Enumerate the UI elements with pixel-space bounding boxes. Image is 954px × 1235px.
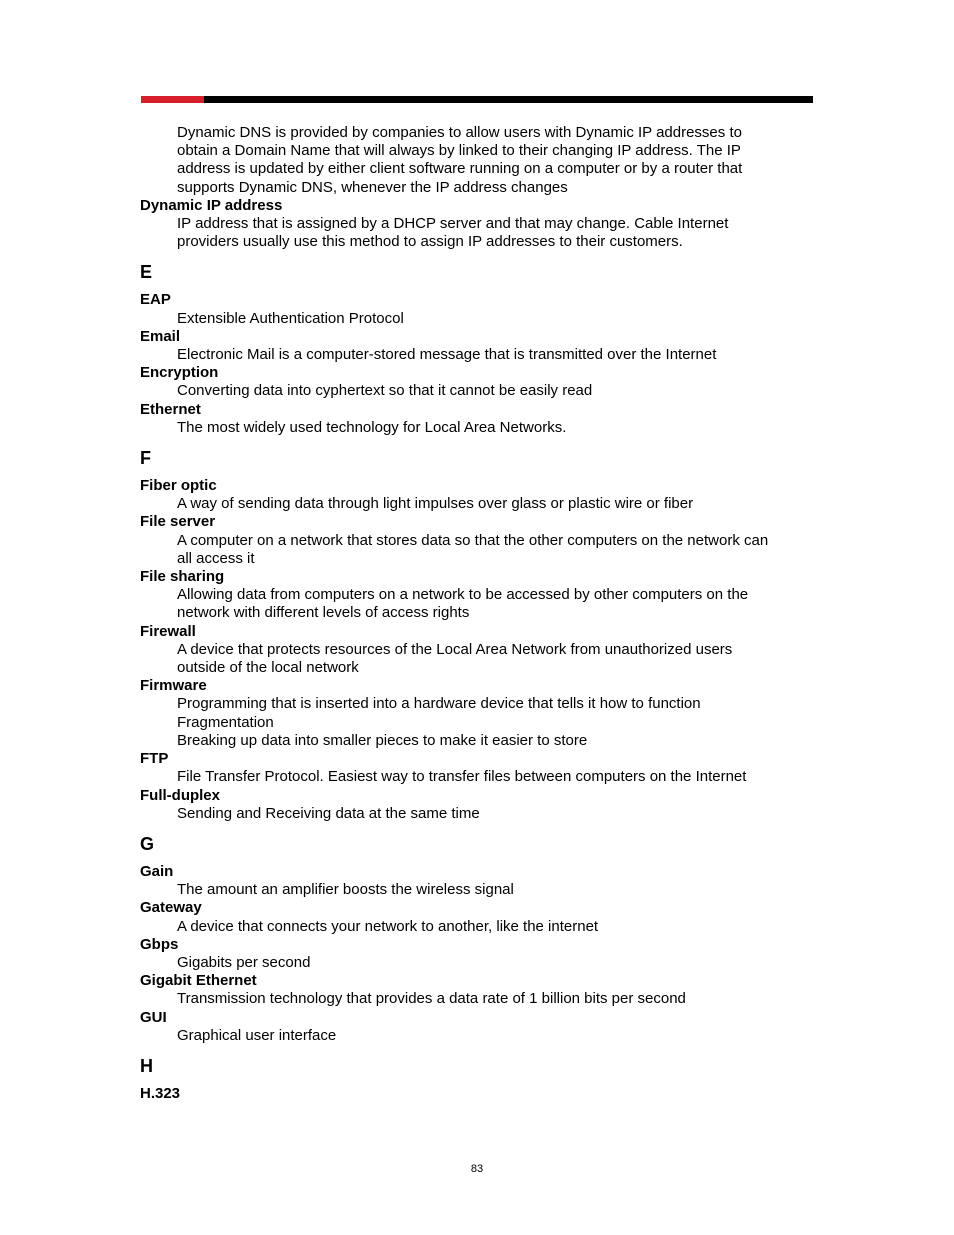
definition-ethernet: The most widely used technology for Local Area Networks. (177, 418, 567, 436)
term-email: Email (140, 327, 181, 345)
header-rule-bar (204, 96, 813, 103)
term-ftp: FTP (140, 750, 169, 768)
term-h323: H.323 (140, 1084, 181, 1102)
term-ethernet: Ethernet (140, 400, 201, 418)
term-dynamic-ip-address: Dynamic IP address (140, 196, 283, 214)
section-letter-e: E (140, 262, 153, 283)
definition-firmware: Programming that is inserted into a hardware device that tells it how to function Fragmentation Breaking up data into smaller pieces to make it easier to store (177, 695, 701, 749)
definition-ftp: File Transfer Protocol. Easiest way to transfer files between computers on the Internet (177, 768, 747, 786)
definition-firewall: A device that protects resources of the Local Area Network from unauthorized users outside of the local network (177, 640, 733, 677)
definition-gui: Graphical user interface (177, 1026, 337, 1044)
definition-file-sharing: Allowing data from computers on a network to be accessed by other computers on the network with different levels of access rights (177, 586, 749, 622)
definition-file-server: A computer on a network that stores data so that the other computers on the network can all access it (177, 531, 769, 567)
definition-eap: Extensible Authentication Protocol (177, 309, 404, 327)
definition-encryption: Converting data into cyphertext so that it cannot be easily read (177, 382, 593, 400)
section-letter-g: G (140, 833, 155, 854)
term-gain: Gain (140, 862, 174, 880)
term-firewall: Firewall (140, 622, 196, 640)
page-number: 83 (470, 1163, 484, 1175)
glossary-content (140, 124, 810, 1103)
definition-full-duplex: Sending and Receiving data at the same time (177, 804, 480, 822)
term-gui: GUI (140, 1008, 167, 1026)
term-gbps: Gbps (140, 935, 179, 953)
definition-email: Electronic Mail is a computer-stored message that is transmitted over the Internet (177, 346, 717, 364)
term-file-sharing: File sharing (140, 568, 225, 586)
term-fiber-optic: Fiber optic (140, 477, 217, 495)
definition-gbps: Gigabits per second (177, 953, 311, 971)
section-letter-f: F (140, 448, 151, 469)
definition-dynamic-dns: Dynamic DNS is provided by companies to allow users with Dynamic IP addresses to obtain a Domain Name that will always by linked to their changing IP address. The IP address is updated by either client software running on a computer or by a router that supports Dynamic DNS, whenever the IP address changes (177, 124, 743, 196)
header-rule-accent (141, 96, 204, 103)
section-letter-h: H (140, 1055, 153, 1076)
term-firmware: Firmware (140, 677, 207, 695)
definition-fiber-optic: A way of sending data through light impulses over glass or plastic wire or fiber (177, 495, 694, 513)
term-full-duplex: Full-duplex (140, 786, 220, 804)
term-eap: EAP (140, 291, 171, 309)
definition-gigabit-ethernet: Transmission technology that provides a data rate of 1 billion bits per second (177, 990, 686, 1008)
term-gateway: Gateway (140, 899, 202, 917)
header-rule (141, 96, 813, 103)
definition-dynamic-ip-address: IP address that is assigned by a DHCP server and that may change. Cable Internet providers usually use this method to assign IP addresses to their customers. (177, 215, 729, 251)
term-file-server: File server (140, 513, 216, 531)
term-encryption: Encryption (140, 364, 219, 382)
definition-gain: The amount an amplifier boosts the wireless signal (177, 881, 514, 899)
term-gigabit-ethernet: Gigabit Ethernet (140, 972, 257, 990)
definition-gateway: A device that connects your network to another, like the internet (177, 917, 599, 935)
